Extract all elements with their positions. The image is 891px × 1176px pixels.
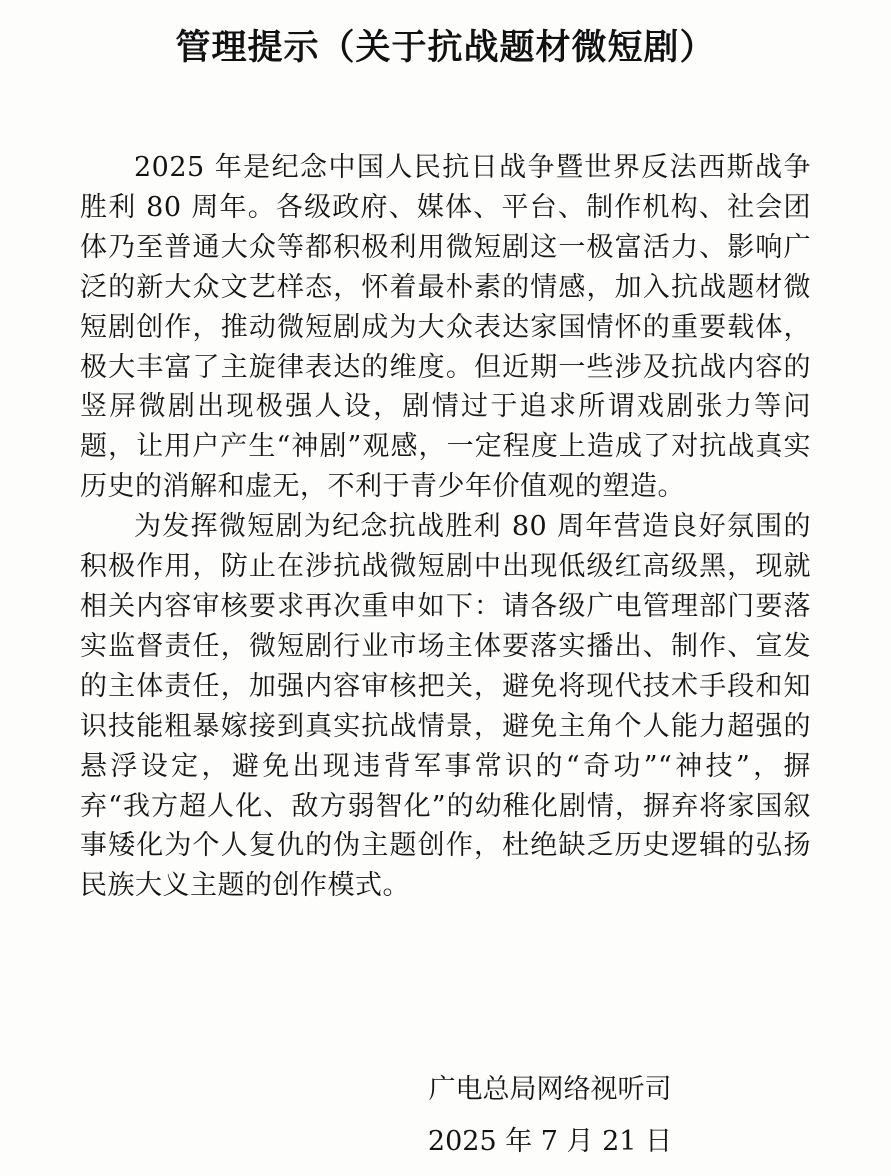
document-title: 管理提示（关于抗战题材微短剧）	[175, 28, 716, 68]
paragraph-2: 为发挥微短剧为纪念抗战胜利 80 周年营造良好氛围的积极作用，防止在涉抗战微短剧中出现低级红高级黑，现就相关内容审核要求再次重申如下：请各级广电管理部门要落实监督责任，微短剧行业市场主体要落实播出、制作、宣发的主体责任，加强内容审核把关，避免将现代技术手段和知识技能粗暴嫁接到真实抗战情景，避免主角个人能力超强的悬浮设定，避免出现违背军事常识的“奇功”“神技”，摒弃“我方超人化、敌方弱智化”的幼稚化剧情，摒弃将家国叙事矮化为个人复仇的伪主题创作，杜绝缺乏历史逻辑的弘扬民族大义主题的创作模式。	[80, 511, 811, 902]
signature-block	[400, 1064, 700, 1168]
issuer-name: 广电总局网络视听司	[428, 1074, 672, 1105]
document-body	[80, 148, 811, 906]
paragraph-1: 2025 年是纪念中国人民抗日战争暨世界反法西斯战争胜利 80 周年。各级政府、媒体、平台、制作机构、社会团体乃至普通大众等都积极利用微短剧这一极富活力、影响广泛的新大众文艺样态，怀着最朴素的情感，加入抗战题材微短剧创作，推动微短剧成为大众表达家国情怀的重要载体，极大丰富了主旋律表达的维度。但近期一些涉及抗战内容的竖屏微剧出现极强人设，剧情过于追求所谓戏剧张力等问题，让用户产生“神剧”观感，一定程度上造成了对抗战真实历史的消解和虚无，不利于青少年价值观的塑造。	[80, 152, 811, 503]
issue-date: 2025 年 7 月 21 日	[427, 1126, 673, 1157]
